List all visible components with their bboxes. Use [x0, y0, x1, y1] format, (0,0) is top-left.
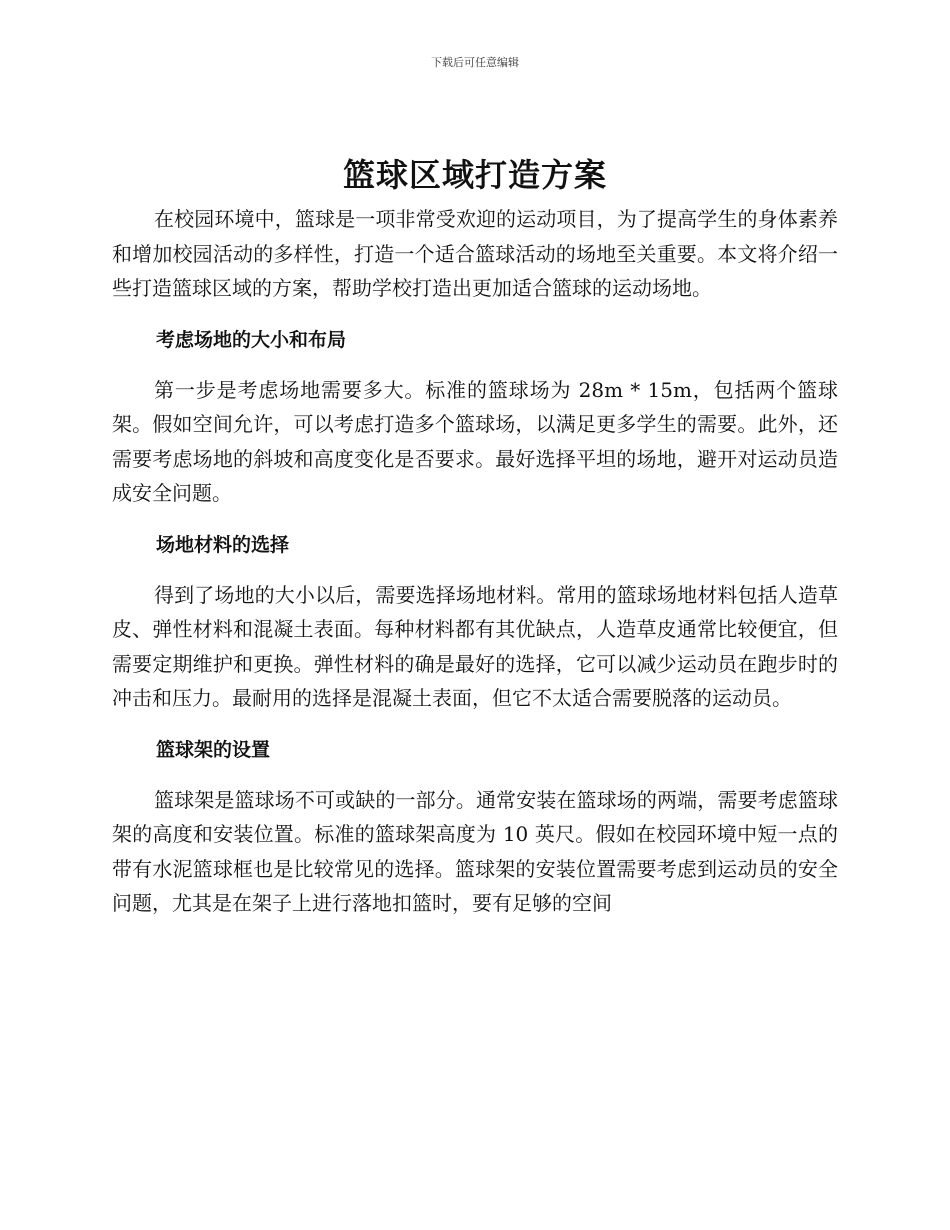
section-body-hoop-setup: 篮球架是篮球场不可或缺的一部分。通常安装在篮球场的两端，需要考虑篮球架的高度和安装位置。标准的篮球架高度为 10 英尺。假如在校园环境中短一点的带有水泥篮球框也是比较常见的选择。篮球架的安装位置需要考虑到运动员的安全问题，尤其是在架子上进行落地扣篮时，要有足够的空间: [112, 787, 838, 915]
section-heading-materials: 场地材料的选择: [156, 533, 290, 556]
section-body-materials: 得到了场地的大小以后，需要选择场地材料。常用的篮球场地材料包括人造草皮、弹性材料和混凝土表面。每种材料都有其优缺点，人造草皮通常比较便宜，但需要定期维护和更换。弹性材料的确是最好的选择，它可以减少运动员在跑步时的冲击和压力。最耐用的选择是混凝土表面，但它不太适合需要脱落的运动员。: [112, 582, 838, 710]
page-header: 下载后可任意编辑: [431, 56, 519, 69]
section-heading-court-size: 考虑场地的大小和布局: [156, 328, 347, 351]
document-body: [112, 202, 838, 936]
document-title: 篮球区域打造方案: [342, 156, 607, 194]
section-heading-hoop-setup: 篮球架的设置: [156, 738, 271, 761]
section-body-court-size: 第一步是考虑场地需要多大。标准的篮球场为 28m * 15m，包括两个篮球架。假如空间允许，可以考虑打造多个篮球场，以满足更多学生的需要。此外，还需要考虑场地的斜坡和高度变化是否要求。最好选择平坦的场地，避开对运动员造成安全问题。: [112, 377, 838, 505]
intro-paragraph: 在校园环境中，篮球是一项非常受欢迎的运动项目，为了提高学生的身体素养和增加校园活动的多样性，打造一个适合篮球活动的场地至关重要。本文将介绍一些打造篮球区域的方案，帮助学校打造出更加适合篮球的运动场地。: [112, 207, 838, 300]
